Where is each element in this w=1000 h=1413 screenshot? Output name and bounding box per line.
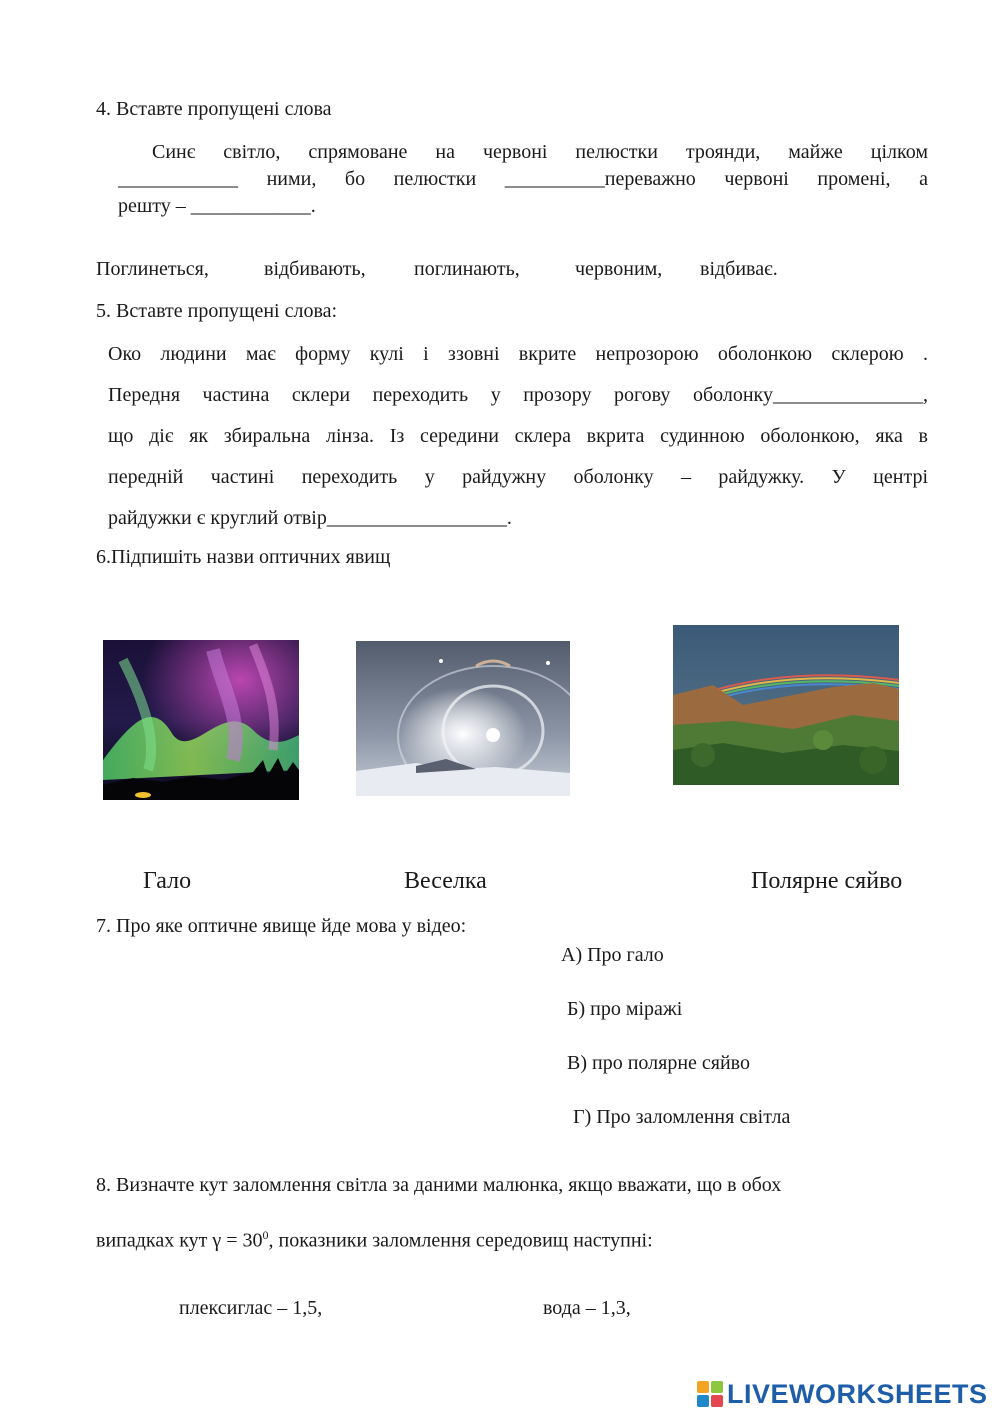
word-bank-item: поглинають, — [414, 258, 520, 280]
logo-icon — [697, 1381, 723, 1407]
logo-square — [711, 1381, 723, 1393]
q5-title: 5. Вставте пропущені слова: — [96, 300, 338, 322]
q5-paragraph — [108, 334, 928, 539]
q4-paragraph — [118, 139, 928, 220]
q7-option-b[interactable]: Б) про міражі — [567, 998, 683, 1020]
medium-water: вода – 1,3, — [543, 1297, 631, 1319]
q7-option-d[interactable]: Г) Про заломлення світла — [573, 1106, 791, 1128]
caption-halo: Гало — [143, 868, 192, 894]
q7-option-c[interactable]: В) про полярне сяйво — [567, 1052, 750, 1074]
q4-line-3: решту – ____________. — [118, 195, 316, 217]
q4-line-1: Синє світло, спрямоване на червоні пелюстки троянди, майже цілком — [152, 141, 928, 163]
degree-superscript: 0 — [262, 1228, 269, 1242]
q6-title: 6.Підпишіть назви оптичних явищ — [96, 546, 391, 568]
q5-line-2: Передня частина склери переходить у прозору рогову оболонку_______________, — [108, 384, 928, 406]
q8-line-2-text: випадках кут γ = 30 — [96, 1229, 263, 1252]
q4-line-2: ____________ ними, бо пелюстки __________переважно червоні промені, а — [118, 168, 928, 190]
logo-text: LIVEWORKSHEETS — [727, 1378, 988, 1409]
word-bank-item: червоним, — [575, 258, 663, 280]
q8-line-2-rest: , показники заломлення середовищ наступні: — [268, 1229, 653, 1252]
caption-rainbow: Веселка — [404, 868, 487, 894]
q5-line-3: що діє як збиральна лінза. Із середини склера вкрита судинною оболонкою, яка в — [108, 425, 928, 447]
halo-image — [356, 641, 570, 796]
word-bank-item: відбивають, — [264, 258, 366, 280]
q5-line-5: райдужки є круглий отвір__________________. — [108, 507, 512, 529]
q5-line-4: передній частині переходить у райдужну оболонку – райдужку. У центрі — [108, 466, 928, 488]
word-bank-item: Поглинеться, — [96, 258, 209, 280]
q7-title: 7. Про яке оптичне явище йде мова у відео: — [96, 915, 467, 937]
q4-title: 4. Вставте пропущені слова — [96, 98, 332, 120]
caption-aurora: Полярне сяйво — [751, 868, 903, 894]
logo-square — [697, 1395, 709, 1407]
medium-plexiglass: плексиглас – 1,5, — [179, 1297, 323, 1319]
logo-square — [697, 1381, 709, 1393]
q7-option-a[interactable]: А) Про гало — [561, 944, 664, 966]
liveworksheets-logo — [697, 1378, 988, 1410]
q5-line-1: Око людини має форму кулі і ззовні вкрите непрозорою оболонкою склерою . — [108, 343, 928, 365]
aurora-image — [103, 640, 299, 800]
logo-square — [711, 1395, 723, 1407]
rainbow-image — [673, 625, 899, 785]
q8-line-2 — [96, 1228, 653, 1253]
word-bank-item: відбиває. — [700, 258, 778, 280]
q8-line-1: 8. Визначте кут заломлення світла за даними малюнка, якщо вважати, що в обох — [96, 1174, 782, 1196]
